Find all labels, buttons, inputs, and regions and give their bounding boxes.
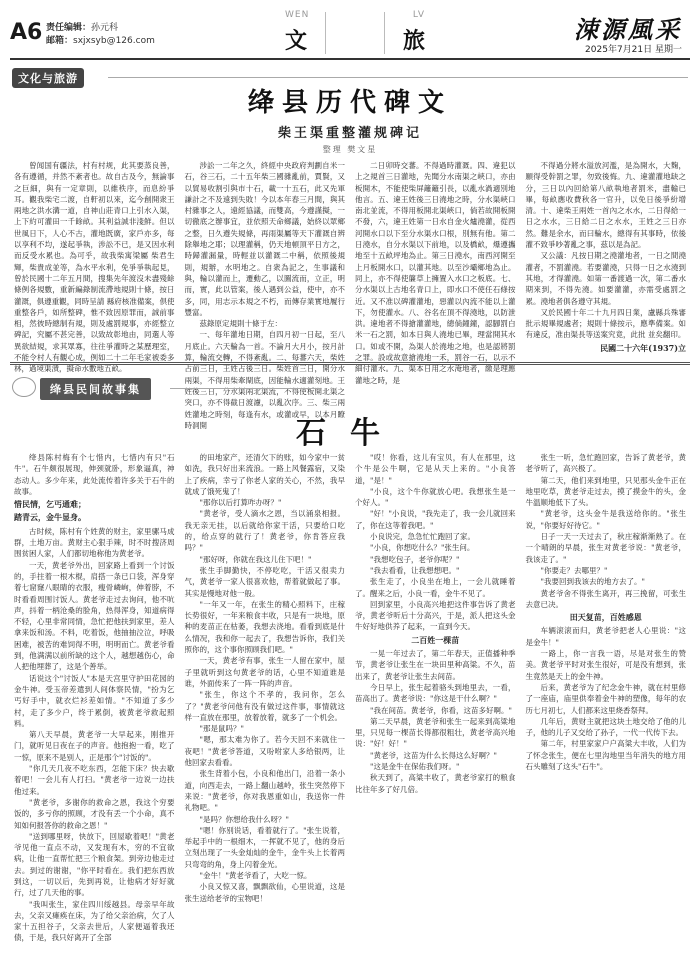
article1-col1 bbox=[14, 160, 175, 374]
paragraph: 后来，黄老爷为了纪念金牛神，就在村里修了一座庙，庙里供奉着金牛神的塑像，每年的农历七月初七，人们都来这里烧香祭拜。 bbox=[525, 682, 686, 715]
paragraph: "这是金牛在保佑我们呀。" bbox=[370, 762, 460, 772]
paragraph: 一天，黄老爷有事，张生一人留在家中，屋子里就听到这句黄老爷的话，心里不知道谁是谁，外面传来了一阵一阵的声音。 bbox=[184, 656, 345, 688]
paragraph: "好！"小良说，"我先走了，我一会儿就回来了，你在这等着我吧。" bbox=[355, 509, 516, 530]
paragraph: 几年后，黄财主就把这块土地交给了他的儿子，他的儿子又交给了孙子，一代一代传下去。 bbox=[525, 716, 686, 738]
editor-label: 责任编辑： bbox=[46, 23, 92, 33]
paragraph: 二日卯時交蕃。不得過時灌溉。四、違犯以上之規首三日灌地，先聞分水南渠之峽口，亦由板開木，不能使柴屏籬籬引長，以亂水渦適別地他言。五、違王姓後三日澆地之時，分水渠峽口南北並流，不得用板開北渠峽口，倘若故開板開不發，六，違王姓第一日水自金火爐澆灌，從西河開水口以下至分水渠水口根，別無有他。第二日澆水，自分水渠以下前地，以及橋畝，爆遵攜地至十五畝坪地為止。第三日澆水，南西河開至上月板開水口，以灌其地。以至沙壩鄉地為止。同上，亦不得使簾草上擁置入水口之板底。七、分水渠以上古地名青口上，即水口不使任石條按近。又不准以碑灌灌地，惡灌以內流不能以上灌下，勿使灌水。八、谷名在頂不得澆地，以防泄洪。違地者不得搶灌灌地，總倘鐘鐘，認腳罰白米一石之罰，如本日與人澆地已畢，理當開其水口。如或不開，為渠人於澆地之地，也是認將罰之罪。設或故意搶澆地一禾，罰谷一石，以示不細付灌水。九、渠本日用之水淹地者，繳是理應灌地之時，是 bbox=[355, 161, 516, 385]
paragraph: "嗯！你别说话，看着就行了。"张生说着，举起手中的一根细木，一挥就不见了，他的身后立刻出现了一头金灿灿的金牛，金牛头上长着两只弯弯的角，身上闪着金光。 bbox=[184, 825, 345, 869]
paragraph: 一路上，你一言我一语，尽是对张生的赞美。黄老爷平时对张生很好，可是没有想到，张生竟然是天上的金牛神。 bbox=[525, 649, 686, 681]
article-divider bbox=[10, 362, 690, 365]
paragraph: 今日早上，张生起着骆头到地里去，一看，苗高出了。黄老爷说："你这是干什么啊？" bbox=[355, 682, 516, 704]
paragraph: "我去看看，让我想想吧。" bbox=[370, 565, 460, 575]
section-pinyin-2: LV bbox=[412, 10, 425, 20]
paragraph: 又公議：凡按日期之澆灌地者，一日之間澆灌者，不罰灌澆。若要灌澆，只得一日之水澆到其地，才得灌澆。如第一番渡過一次，第二番水期來到，不得先澆。如要灌灌，亦需受處罰之累。澆地者俱各遵守其規。 bbox=[525, 251, 686, 306]
paragraph: "那你以后打算咋办呀？" bbox=[199, 498, 282, 508]
column-tag-rule bbox=[108, 77, 688, 78]
paragraph: "小良，这个牛你就放心吧。我想张生是一个好人。" bbox=[355, 486, 516, 508]
column-tag-label: 文化与旅游 bbox=[12, 68, 84, 88]
article2-col3 bbox=[355, 452, 516, 972]
email-label: 邮箱： bbox=[46, 36, 74, 46]
section-title bbox=[285, 24, 425, 55]
paragraph: "我在间苗。黄老爷，你看，这苗多好啊。" bbox=[370, 705, 512, 715]
paragraph: "那好呀，你就在我这儿住下吧！" bbox=[199, 554, 312, 564]
paragraph: 不得過分將水溢放河濫，是為開水，大麴，願得受幹罰之罪，勿致後悔。九、違灌灌地缺之分，三日以內回給第八畝執地者罰米，盡輸已畢，每畝應收費秋各一官升，以免日後爭紛增清。十、違柴王兩姓一首內之水水，二日得給一日之水水，三日給二日之水水，王姓之三日亦然。難是余水，而曰輪水，總得有其事時，依後灌不致爭吵著亂之事，茲以是為記。 bbox=[525, 161, 686, 250]
paragraph: "黄老爷，这苗为什么长得这么好啊？" bbox=[370, 750, 497, 760]
paragraph: 话说这个"讨饭人"本是天宫里守护田花园的金牛神。受玉帝差遣到人间体察民情，"扮为乞丐好手中，就衣烂衫差如情。"不知道了多少村，走了多少户，终于累倒，被黄老爷救起照料。 bbox=[14, 673, 175, 728]
subheading: 田天复苗，百姓感恩 bbox=[569, 612, 642, 623]
paragraph: "送到哪里呀，快放下，回屋歇着吧！"黄老爷见他一直点不动，又发现有木，穷的不宜欲病，让他一直帮忙把三个粮食架。到旁边他走过去。到过的谢谢，"你平时看在。我们把东西放到这，一切以后，先到再说，让他病才好好就行，过了几天他的事。 bbox=[14, 831, 175, 898]
header-rule bbox=[10, 58, 690, 60]
editor-name: 孙元科 bbox=[91, 23, 119, 33]
paragraph: "你几天几夜不吃东西，怎能下床？快去歇着吧！一会儿有人打扫。"黄老爷一边说一边扶他过来。 bbox=[14, 764, 175, 796]
section-char-1: 文 bbox=[285, 28, 308, 54]
column-tag-ornament bbox=[12, 377, 36, 397]
paragraph: 小良又惊又喜，飘飘欲仙，心里说道，这是张生送给老爷的宝物吧！ bbox=[184, 882, 345, 903]
subheading: 踏青云，金牛显身。 bbox=[14, 512, 86, 523]
article1-signoff-date: 民國二十六年(1937)立 bbox=[600, 342, 686, 353]
paragraph: "我叫张生，家住四川绥越县。母亲早年故去，父亲又瘫痪在床，为了给父亲治病，欠了人家十五担谷子，父亲去世后，人家便逼着我还债，于是，我只好离开了全部 bbox=[14, 899, 175, 943]
section-title-block bbox=[285, 10, 425, 56]
column-tag-2 bbox=[40, 378, 151, 400]
paragraph: "是吗？你想给我什么呀？" bbox=[199, 814, 289, 824]
section-char-2: 旅 bbox=[402, 28, 425, 54]
article1-col4 bbox=[526, 160, 687, 358]
paragraph: 回到家里，小良高兴地把这件事告诉了黄老爷，黄老爷听后十分高兴，于是，派人把这头金牛好好地供养了起来，一直到今天。 bbox=[355, 599, 516, 632]
paragraph: "你要走？去哪里？" bbox=[540, 565, 608, 575]
paragraph: 又於民國十年二十九月四日業，盧縣兵殊審批示規畢規處者；規則十條按示，應準備案。如有違反，准由渠長等送案究竟，此批 並矣翻印。 bbox=[525, 307, 686, 340]
editor-email: sxjxsyb@126.com bbox=[73, 36, 155, 46]
page-number: A6 bbox=[10, 20, 43, 45]
paragraph: 一晃一年过去了，第二年春天，正值播种季节，黄老爷让张生在一块田里种高粱。不久，苗出来了，黄老爷让张生去间苗。 bbox=[355, 649, 516, 681]
article1-author: 整理 樊文星 bbox=[322, 145, 378, 154]
paragraph: "我要回到我该去的地方去了。" bbox=[540, 577, 645, 587]
paragraph: 张生手脚勤快，不停吃吃，干活又很卖力气，黄老爷一家人很喜欢他，帮着就做起了事。其实是慢地对他一般。 bbox=[184, 565, 345, 598]
paragraph: "黄老爷，受人滴水之恩，当以涌泉相报。我无亲无挂，以后就给你家干活，只要给口吃的，给点穿的就行了！黄老爷，你肯答应我吗？" bbox=[184, 509, 345, 553]
column-tag-2-rule bbox=[170, 388, 320, 389]
paragraph: 日子一天一天过去了，秋庄稼渐渐熟了。在一个晴朗的早晨，张生对黄老爷说："黄老爷，我该走了。" bbox=[525, 532, 686, 564]
paragraph: "那是鼠吗？" bbox=[199, 724, 244, 734]
paragraph: 第八天早晨，黄老爷一大早起来，刚推开门，就听见日夜在子的声音。他抱抱一看，吃了一惊，原来不是别人，正是那个"讨饭的"。 bbox=[14, 730, 175, 762]
paragraph: "黄老爷，多谢你的救命之恩，我这个穷要饭的，多亏你的照顾，才没有丢一个小命，真不知如何报答你的救命之恩！" bbox=[14, 797, 175, 830]
issue-date: 2025年7月21日 星期一 bbox=[585, 45, 682, 55]
column-tag-2-label: 绛县民间故事集 bbox=[40, 378, 151, 400]
paragraph: 秋天到了，高粱丰收了，黄老爷家打的粮食比往年多了好几倍。 bbox=[355, 773, 516, 794]
paragraph: 第二天早晨，黄老爷和张生一起来到高粱地里，只见每一棵苗长得都很粗壮，黄老爷高兴地说："好！好！" bbox=[355, 716, 516, 749]
paragraph: "金牛！"黄老爷看了，大吃一惊。 bbox=[199, 870, 312, 880]
paragraph: 张生走了，小良坐在地上，一会儿就睡着了。醒来之后，小良一看，金牛不见了。 bbox=[355, 577, 516, 598]
paragraph: "嗯，那太难为你了。若今天回不来就住一夜吧！"黄老爷答道，又吩咐家人多给银两，让他回家去看看。 bbox=[184, 735, 345, 768]
subheading: 二百姓一棵苗 bbox=[411, 634, 460, 645]
paragraph: "小良，你想吃什么？"张生问。 bbox=[370, 543, 475, 553]
newspaper-name: 涑源風采 bbox=[574, 15, 682, 44]
paragraph: "哎！你看，这儿有宝贝，有人在那里，这个牛是公牛啊，它是从天上来的。"小良答道，"是！" bbox=[355, 453, 516, 485]
paragraph: 小良说完，急急忙忙跑回了家。 bbox=[370, 532, 475, 542]
paragraph: 第二天，他们来到地里，只见那头金牛正在地里吃草，黄老爷走过去，摸了摸金牛的头，金牛温顺地低下了头。 bbox=[525, 475, 686, 508]
article1-col2 bbox=[184, 160, 346, 430]
paragraph: 的田地家产，还清欠下的账，如今家中一贫如洗，我只好出来流浪。一路上风餐露宿，又染上了疾病，幸亏了你老人家的关心，不然，我早就成了饿死鬼了！ bbox=[184, 453, 345, 496]
page-header bbox=[0, 0, 700, 58]
article2-title: 石牛 bbox=[296, 416, 404, 451]
paragraph: 茲錄原定規則十條于左： bbox=[199, 319, 282, 329]
paragraph: 张生背着小包，小良和他出门，沿着一条小道，向西走去，一路上翻山越岭，张生突然停下来说："黄老爷，你对我恩重如山，我送你一件礼物吧。" bbox=[184, 769, 345, 813]
paragraph: "黄老爷，这头金牛是我送给你的。"张生说，"你要好好待它。" bbox=[525, 509, 686, 530]
paragraph: 涉訟一二年之久，終經中央政府判劃自米一石，谷三石，二十五年柴三國雜亂前，賈賢，又以貿易收割引與市十石，載一十五石，此又先軍謙計之不及遠到失敗！今以本年春三月間，與其村雜事之人，遠經協議，而雙高，今遵謹擬，一切徹底之辦事宜，並依照天命鄉議，始終以眾鄉之整，日久遵失規條，再雨渠屬等天下灌溉自辨除舉地之耶；以理灌稱，仍天地頓頂平日方之，時歸灌漏量，時輕並以灌溉二中稱，依照後規則，規辦，水明地之。自衆為記之，生事議和與，輪以灌而上，遷動乙，以圖流而，立正，明而，實，此以管案，後人遇到公益，使中，亦不多，同，用志示本規之不朽，而傳存業實地履行豐富。 bbox=[184, 161, 345, 317]
paragraph: 车辆滚滚而归，黄老爷把老人心里说："这是金牛！" bbox=[525, 626, 686, 647]
editor-info bbox=[46, 22, 155, 48]
section-pinyin-1: WEN bbox=[285, 10, 310, 20]
article2-col4 bbox=[526, 452, 687, 972]
paragraph: 一天，黄老爷外出，回家路上看到一个讨饭的，手拄着一根木棍，肩搭一条已口袋，浑身穿着七窟窿八眼睛的衣服，瘦骨嶙峋，伸着脖，不时看看周围讨饭人。黄老爷走过去询问，他不吭声，抖着一柄沧桑的脸角，热得浑身，知道病得不轻，心里非常同情，急忙把他扶到家里，差人拿来饭和汤。不料，吃着饭，他抽抽泣泣，呼吸困难，被苦的难饲得不明，明明而亡。黄老爷看到，他满满以前所缺的这个人，越想越伤心，命人把他埋葬了，这是个善举。 bbox=[14, 560, 175, 672]
paragraph: 古时候，陈村有个姓黄的财主，家里骡马成群，土地万亩。黄财主心狠手辣，时不时搜济周围贫困人家，人们都切地称他为黄老爷。 bbox=[14, 526, 175, 559]
paragraph: 绛县陈村梅有个七惜内，七惜内有只"石牛"。石牛颇很展现，伸颈就卧，形象逼真，神态动人。多少年来，此处流传着许多关于石牛的故事。 bbox=[14, 453, 175, 496]
article1-col3 bbox=[355, 160, 516, 385]
paragraph: 第二年，村里家家户户高粱大丰收，人们为了怀念张生，便在七里沟地里当年消失的地方用石头雕刻了这头"石牛"。 bbox=[525, 739, 686, 772]
paragraph: "我想吃包子，老爷你呢？" bbox=[370, 554, 460, 564]
paragraph: 黄老爷舍不得张生离开，再三挽留，可张生去意已决。 bbox=[525, 588, 686, 609]
article2-col2 bbox=[185, 452, 346, 972]
article1-subtitle: 柴王渠重整灌规碑记 bbox=[277, 126, 422, 141]
paragraph: 张生一听，急忙跑回家，告诉了黄老爷，黄老爷听了，高兴极了。 bbox=[525, 453, 686, 474]
article2-body bbox=[14, 452, 686, 972]
article2-col1 bbox=[14, 452, 175, 972]
paragraph: "张生，你这个不孝的，我问你，怎么了？"黄老爷问他有没有做过这件事，事情就这样一直放在那里，放着放着，就多了一个机会。 bbox=[184, 690, 345, 722]
paragraph: 曾闻国有疆法，村有村规，此其要蒸良善，各有遵循，并然不紊者也。故自古及今，無論事之巨細，與有一定章則，以維秩序，而息紛爭耳。觀我柴宅二渡，自軒初以來，迄今創開衆王兩地之洪水溝一道，自神山莊青口上引水入渠，上下約可灌田一千餘畝。其利益誠非淺鮮。但以世風日下，人心不古，灌地既廣，家戶亦多，每以享利不均，遂起爭執，涉訟不已，是又因水利而反受水累也。為可乎，故我柴寓梁屬 柴君生輝，柴貴成並等，為水平水利，免爭爭執起見，曾於民國十二年五月間，搜集先年渡沒未盡殘餘條例各規數，重新編錄制流滯地規則十條，按日灌溉，俱遵重觀，同時呈請 縣府核准備案，倶使重整各戶，如所整碑，惟不致因原罪而，誠前事相，然彼時總制有規，則及處罰規事，亦經整立碑記，究屬不甚完善，以致故彰地由，同選人等異欲結規，求其眾寡，往往爭灌時之某歷理室，不能令村人有觀心成，例如二十二年毛家被委多林，過境渠潰，擬命水數地五畝。 bbox=[14, 161, 175, 374]
paragraph: "一年又一年，在张生的精心照料下，庄稼长势很好，一年来粮食丰收，只是有一块地，原种的麦苗正在枯萎，我想去浇地。看看到底是什么情况，我和你一起去了，我想告诉你，我们关照你的，这个事你照顾我们吧。" bbox=[184, 599, 345, 655]
section-pinyin bbox=[285, 10, 425, 20]
paragraph: 一、每年灌地日期，自四月初一日起，至八月底止。六天輪為一首。不論月大月小，按月計算，輪流交轉，不得紊亂。二、每蕃六天，柴姓占前三日，王姓占後三日。柴姓首三日，開分水兩渠，不得用柴牽閘底，因能輪水適灌刻地。王姓後三日，分水渠兩北渠流，不得使板開北渠之突口，亦不得截日渡濾，以亂次序。三、柴三兩姓灌地之時刻，每逢有水，或灌或早，以本月瞭時洞開 bbox=[184, 330, 345, 430]
article1-title: 绛县历代碑文 bbox=[247, 88, 452, 118]
subheading: 惜民情，乞丐通难； bbox=[14, 499, 86, 510]
